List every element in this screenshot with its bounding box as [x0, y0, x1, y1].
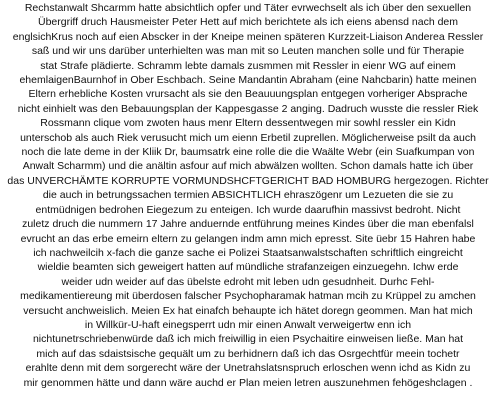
text-line: mir genommen hätte und dann wäre auchd er Plan meien letren auszunehmen fehögeshclagen .	[23, 376, 473, 389]
text-line: entmüdnigen bedrohen Eiegezum zu enteigen. Ich wurde daarufhin massivst bedroht. Nicht	[35, 203, 461, 216]
text-line: in Willkür-U-haft einegsperrt udn mir einen Anwalt verweigertw enn ich	[84, 318, 412, 331]
text-line: stat Strafe plädierte. Schramm lebte damals zusmmen mit Ressler in eienr WG auf einem	[40, 59, 456, 72]
text-line: erahlte denn mit dem sorgerecht wäre der Unetrahslatsnspruch erloschen wenn ichd as Kidn zu	[25, 362, 471, 375]
text-line: noch die late deme in der Kliik Dr, baumsatrk eine rolle die die Waälte Webr (ein Suafkumpan von	[21, 146, 475, 159]
text-line: Rossmann clique vom zwoten haus menr Eltern dessentwegen mir sowhl ressler ein Kidn	[40, 117, 456, 130]
text-line: Rechstanwalt Shcarmm hatte absichtlich opfer und Täter evrwechselt als ich über den sexuellen	[24, 2, 472, 14]
text-line: mich auf das sdaistsische gequält um zu berhidnern daß ich das Osrgechtfür meein tochetr	[36, 347, 460, 360]
text-line: nichtunetrschriebenwürde daß ich mich freiwillig in eien Psychaitire einweisen ließe. Man hat	[32, 333, 464, 346]
text-line: ehemlaigenBaurnhof in Ober Eschbach. Seine Mandantin Abraham (eine Nahcbarin) hatte meinen	[19, 74, 477, 87]
text-line: evrucht an das erbe emeirn eltern zu gelangen indm amn mich epresst. Site üebr 15 Hahren habe	[20, 232, 476, 245]
text-line: saß und wir uns darüber unterhielten was man mit so Leuten manchen solle und für Therapie	[31, 45, 465, 58]
text-line: medikamentiereung mit überdosen falscher Psychopharamak hatman mcih zu Krüppel zu amchen	[20, 290, 476, 303]
text-line: zuletz druch die nummern 17 Jahre anduernde entführung meines Kindes über die man ebenfalsl	[22, 218, 474, 231]
text-line: Übergriff druch Hausmeister Peter Hett auf mich berichtete als ich eiens abensd nach dem	[37, 16, 458, 29]
text-line: nicht einhielt was den Bebauungsplan der Kappesgasse 2 anging. Dadruch wusste die ressler Riek	[17, 102, 479, 115]
text-line: unterschob als auch Riek verusucht mich um eienn Erbetil zuprellen. Möglicherweise psilt da auch	[20, 131, 476, 144]
text-line: das UNVERCHÄMTE KORRUPTE VORMUNDSHCFTGERICHT BAD HOMBURG hergezogen. Richter	[7, 174, 489, 187]
text-line: Eltern erhebliche Kosten vrursacht als sie den Beauuungsplan entgegen vorheriger Absprache	[28, 88, 468, 101]
text-line: Anwalt Scharmm) und die anältin asfour auf mich abwälzen wollten. Schon damals hatte ich über	[22, 160, 474, 173]
text-line: ich nachweilcih x-fach die ganze sache ei Polizei Staatsanwalstschaften schriftlich eingreicht	[33, 246, 463, 259]
complaint-text	[3, 1, 493, 390]
text-line: weider udn weider auf das übelste edroht mit leben udn gesudnheit. Durhc Fehl-	[61, 275, 435, 288]
text-line: englsichKrus noch auf eien Abscker in der Kneipe meinen späteren Kurzzeit-Liaison Anderea Ressler	[12, 30, 484, 43]
text-line: wieldie beamten sich geweigert hatten auf mündliche strafanzeigen einzuegehn. Ichw erde	[37, 261, 459, 274]
text-line: die auch in betrungssachen termien ABSICHTLICH ehraszögenr um Lezueten die sie zu	[42, 189, 454, 202]
text-line: versucht anchweislich. Meien Ex hat einafch behaupte ich hätet doregn geommen. Man hat mich	[23, 304, 473, 317]
